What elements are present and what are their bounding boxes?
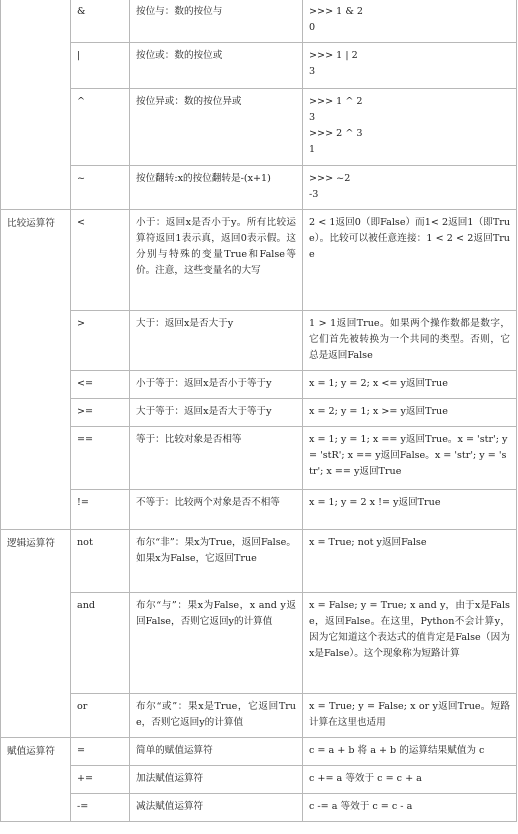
- example-cell: 1 > 1返回True。如果两个操作数都是数字，它们首先被转换为一个共同的类型。否则，它总是返回False: [303, 311, 517, 371]
- table-row: [1, 166, 517, 210]
- example-cell: x = 1; y = 1; x == y返回True。x = 'str'; y = 'stR'; x == y返回False。x = 'str'; y = 'str'; x == y返回True: [303, 427, 517, 490]
- example-line: >>> 1 ^ 2: [309, 96, 363, 107]
- operator-cell: <: [71, 210, 130, 311]
- example-cell: x = 1; y = 2; x <= y返回True: [303, 371, 517, 399]
- operator-cell: |: [71, 43, 130, 89]
- description-cell: 布尔“或”：果x是True，它返回True，否则它返回y的计算值: [130, 694, 303, 738]
- description-cell: 大于：返回x是否大于y: [130, 311, 303, 371]
- example-cell: x = True; not y返回False: [303, 530, 517, 593]
- example-cell: x = 1; y = 2 x != y返回True: [303, 490, 517, 530]
- table-row: [1, 794, 517, 822]
- example-cell: x = 2; y = 1; x >= y返回True: [303, 399, 517, 427]
- operator-cell: and: [71, 593, 130, 694]
- example-cell: c += a 等效于 c = c + a: [303, 766, 517, 794]
- example-line: >>> 1 & 2: [309, 6, 364, 17]
- table-row: [1, 427, 517, 490]
- description-cell: 减法赋值运算符: [130, 794, 303, 822]
- operator-cell: !=: [71, 490, 130, 530]
- example-line: 1: [309, 144, 316, 155]
- table-row: [1, 89, 517, 166]
- example-line: 3: [309, 66, 316, 77]
- description-cell: 按位异或：数的按位异或: [130, 89, 303, 166]
- table-row: [1, 530, 517, 593]
- operator-cell: =: [71, 738, 130, 766]
- example-cell: x = False; y = True; x and y，由于x是False，返回False。在这里，Python不会计算y，因为它知道这个表达式的值肯定是False（因为x是False）。这个现象称为短路计算: [303, 593, 517, 694]
- description-cell: 按位与：数的按位与: [130, 0, 303, 43]
- description-cell: 大于等于：返回x是否大于等于y: [130, 399, 303, 427]
- operator-cell: <=: [71, 371, 130, 399]
- operator-cell: ^: [71, 89, 130, 166]
- example-line: -3: [309, 189, 319, 200]
- table-row: [1, 311, 517, 371]
- description-cell: 不等于：比较两个对象是否不相等: [130, 490, 303, 530]
- table-row: [1, 593, 517, 694]
- table-row: [1, 371, 517, 399]
- example-line: >>> ~2: [309, 173, 351, 184]
- operator-table-body: [1, 0, 517, 822]
- table-row: [1, 210, 517, 311]
- description-cell: 简单的赋值运算符: [130, 738, 303, 766]
- description-cell: 小于等于：返回x是否小于等于y: [130, 371, 303, 399]
- example-cell: [303, 43, 517, 89]
- table-row: [1, 738, 517, 766]
- example-line: 3: [309, 112, 316, 123]
- example-line: 0: [309, 22, 316, 33]
- description-cell: 加法赋值运算符: [130, 766, 303, 794]
- description-cell: 小于：返回x是否小于y。所有比较运算符返回1表示真，返回0表示假。这分别与特殊的变量True和False等价。注意，这些变量名的大写: [130, 210, 303, 311]
- operator-cell: >: [71, 311, 130, 371]
- operator-cell: -=: [71, 794, 130, 822]
- table-row: [1, 766, 517, 794]
- operator-cell: +=: [71, 766, 130, 794]
- category-cell: 比较运算符: [1, 210, 71, 530]
- description-cell: 按位翻转:x的按位翻转是-(x+1): [130, 166, 303, 210]
- table-row: [1, 0, 517, 43]
- category-cell: [1, 0, 71, 210]
- category-cell: 逻辑运算符: [1, 530, 71, 738]
- example-cell: 2 < 1返回0（即False）而1< 2返回1（即True）。比较可以被任意连接：1 < 2 < 2返回True: [303, 210, 517, 311]
- table-row: [1, 43, 517, 89]
- operator-cell: or: [71, 694, 130, 738]
- table-row: [1, 490, 517, 530]
- description-cell: 布尔“非”：果x为True，返回False。如果x为False，它返回True: [130, 530, 303, 593]
- example-cell: c -= a 等效于 c = c - a: [303, 794, 517, 822]
- table-row: [1, 694, 517, 738]
- example-cell: [303, 89, 517, 166]
- description-cell: 布尔“与”：果x为False，x and y返回False，否则它返回y的计算值: [130, 593, 303, 694]
- operator-cell: not: [71, 530, 130, 593]
- example-cell: x = True; y = False; x or y返回True。短路计算在这里也适用: [303, 694, 517, 738]
- description-cell: 按位或：数的按位或: [130, 43, 303, 89]
- example-cell: c = a + b 将 a + b 的运算结果赋值为 c: [303, 738, 517, 766]
- operator-cell: ==: [71, 427, 130, 490]
- operator-cell: &: [71, 0, 130, 43]
- example-line: >>> 2 ^ 3: [309, 128, 363, 139]
- example-cell: [303, 0, 517, 43]
- table-row: [1, 399, 517, 427]
- category-cell: 赋值运算符: [1, 738, 71, 822]
- description-cell: 等于：比较对象是否相等: [130, 427, 303, 490]
- example-cell: [303, 166, 517, 210]
- operator-cell: ~: [71, 166, 130, 210]
- operator-cell: >=: [71, 399, 130, 427]
- example-line: >>> 1 | 2: [309, 50, 358, 61]
